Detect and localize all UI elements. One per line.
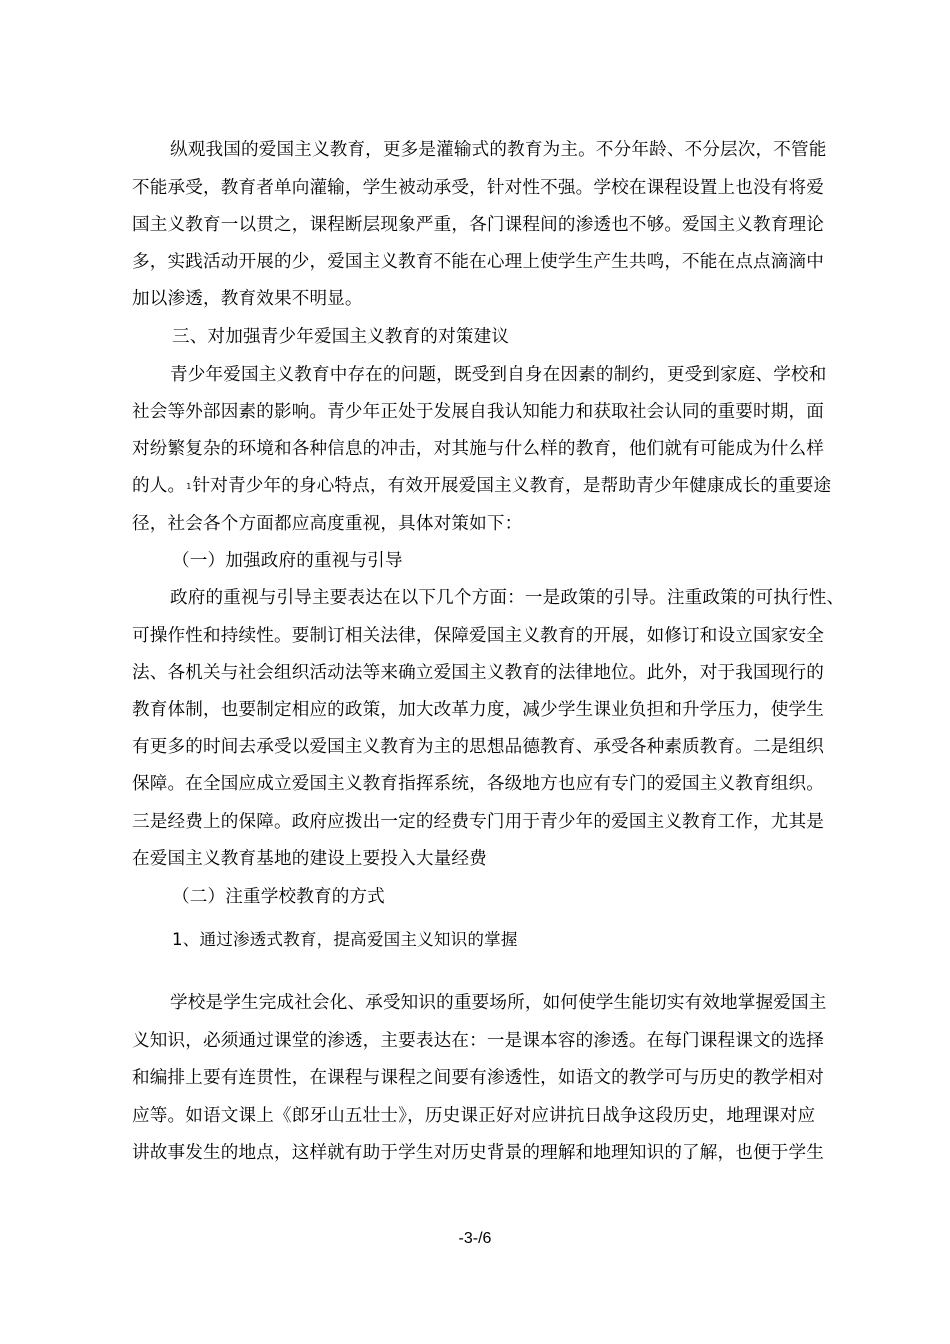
paragraph-1-line: 多，实践活动开展的少，爱国主义教育不能在心理上使学生产生共鸣，不能在点点滴滴中 xyxy=(132,252,825,272)
paragraph-3-line: 可操作性和持续性。要制订相关法律，保障爱国主义教育的开展，如修订和设立国家安全 xyxy=(132,626,825,646)
paragraph-2-line: 径，社会各个方面都应高度重视，具体对策如下： xyxy=(132,514,523,534)
paragraph-3-line: 有更多的时间去承受以爱国主义教育为主的思想品德教育、承受各种素质教育。二是组织 xyxy=(132,737,825,757)
paragraph-3-line: 法、各机关与社会组织活动法等来确立爱国主义教育的法律地位。此外，对于我国现行的 xyxy=(132,663,825,683)
paragraph-2-line: 青少年爱国主义教育中存在的问题，既受到自身在因素的制约，更受到家庭、学校和 xyxy=(170,365,827,385)
paragraph-3-line: 三是经费上的保障。政府应拨出一定的经费专门用于青少年的爱国主义教育工作，尤其是 xyxy=(132,812,825,832)
paragraph-1-line: 纵观我国的爱国主义教育，更多是灌输式的教育为主。不分年龄、不分层次，不管能 xyxy=(170,140,827,160)
paragraph-3-line: 教育体制，也要制定相应的政策，加大改革力度，减少学生课业负担和升学压力，使学生 xyxy=(132,700,825,720)
paragraph-4-line: 义知识，必须通过课堂的渗透，主要表达在：一是课本容的渗透。在每门课程课文的选择 xyxy=(132,1031,825,1051)
paragraph-1-line: 不能承受，教育者单向灌输，学生被动承受，针对性不强。学校在课程设置上也没有将爱 xyxy=(132,178,825,198)
paragraph-2-text: 针对青少年的身心特点，有效开展爱国主义教育，是帮助青少年健康成长的重要途 xyxy=(192,476,832,496)
page-number: -3-/6 xyxy=(458,1230,492,1247)
paragraph-3-line: 在爱国主义教育基地的建设上要投入大量经费 xyxy=(132,849,487,869)
paragraph-4-line: 和编排上要有连贯性，在课程与课程之间要有渗透性，如语文的教学可与历史的教学相对 xyxy=(132,1068,825,1088)
subsection-heading-2: （二）注重学校教育的方式 xyxy=(172,887,385,907)
footnote-marker: 1 xyxy=(186,482,192,491)
subsection-heading-1: （一）加强政府的重视与引导 xyxy=(172,551,403,571)
paragraph-2-line: 对纷繁复杂的环境和各种信息的冲击，对其施与什么样的教育，他们就有可能成为什么样 xyxy=(132,439,825,459)
section-heading-3: 三、对加强青少年爱国主义教育的对策建议 xyxy=(172,327,510,347)
paragraph-2-text: 的人。 xyxy=(132,476,186,496)
paragraph-4-line: 讲故事发生的地点，这样就有助于学生对历史背景的理解和地理知识的了解，也便于学生 xyxy=(132,1143,825,1163)
paragraph-1-line: 加以渗透，教育效果不明显。 xyxy=(132,289,363,309)
paragraph-2-line: 社会等外部因素的影响。青少年正处于发展自我认知能力和获取社会认同的重要时期，面 xyxy=(132,402,825,422)
paragraph-2-line xyxy=(132,466,852,506)
numbered-heading-1: 1、通过渗透式教育，提高爱国主义知识的掌握 xyxy=(172,930,518,949)
paragraph-3-line: 政府的重视与引导主要表达在以下几个方面：一是政策的引导。注重政策的可执行性、 xyxy=(170,588,845,608)
paragraph-4-line: 学校是学生完成社会化、承受知识的重要场所，如何使学生能切实有效地掌握爱国主 xyxy=(170,993,827,1013)
paragraph-1-line: 国主义教育一以贯之，课程断层现象严重，各门课程间的渗透也不够。爱国主义教育理论 xyxy=(132,215,825,235)
paragraph-4-line: 应等。如语文课上《郎牙山五壮士》，历史课正好对应讲抗日战争这段历史，地理课对应 xyxy=(132,1106,816,1126)
paragraph-3-line: 保障。在全国应成立爱国主义教育指挥系统，各级地方也应有专门的爱国主义教育组织。 xyxy=(132,774,825,794)
